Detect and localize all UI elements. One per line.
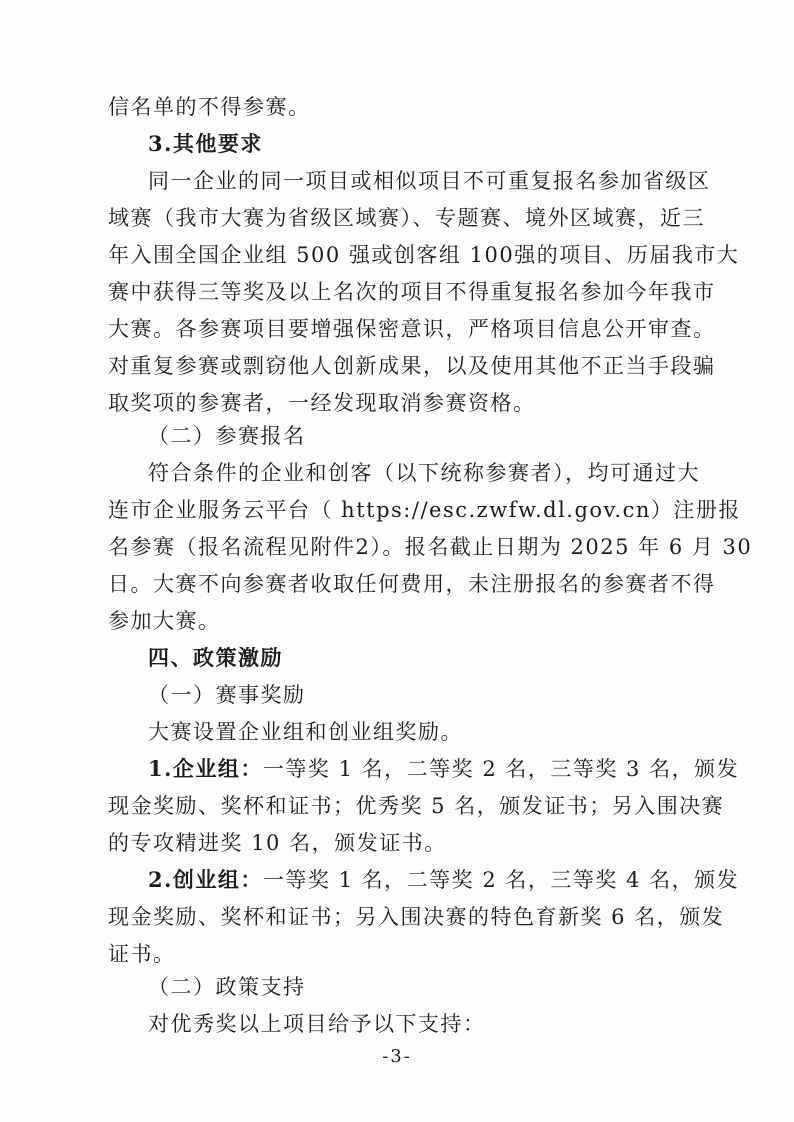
text-line: 对重复参赛或剽窃他人创新成果，以及使用其他不正当手段骗 <box>108 354 716 378</box>
text-line: 对优秀奖以上项目给予以下支持： <box>148 1012 486 1036</box>
page-number: -3- <box>382 1046 412 1067</box>
subsection-heading: （二）参赛报名 <box>148 424 306 448</box>
text-line: 域赛（我市大赛为省级区域赛）、专题赛、境外区域赛，近三 <box>108 206 705 230</box>
subsection-heading: （二）政策支持 <box>148 975 306 999</box>
text-line: 取奖项的参赛者，一经发现取消参赛资格。 <box>108 391 536 415</box>
text-line: 的专攻精进奖 10 名，颁发证书。 <box>108 831 447 855</box>
text-line: 大赛。各参赛项目要增强保密意识，严格项目信息公开审查。 <box>108 317 716 341</box>
text-line: 连市企业服务云平台（ https://esc.zwfw.dl.gov.cn）注册报 <box>108 498 741 522</box>
subsection-heading: （一）赛事奖励 <box>148 683 306 707</box>
item-label: 1.企业组： <box>148 756 263 781</box>
text-line: 赛中获得三等奖及以上名次的项目不得重复报名参加今年我市 <box>108 280 716 304</box>
text-line: 现金奖励、奖杯和证书；另入围决赛的特色育新奖 6 名，颁发 <box>108 905 725 929</box>
text-line: 现金奖励、奖杯和证书；优秀奖 5 名，颁发证书；另入围决赛 <box>108 794 725 818</box>
text-line: 日。大赛不向参赛者收取任何费用，未注册报名的参赛者不得 <box>108 572 716 596</box>
text-line: 信名单的不得参赛。 <box>108 95 311 119</box>
text-line: 名参赛（报名流程见附件2）。报名截止日期为 2025 年 6 月 30 <box>108 535 753 559</box>
text-line: 大赛设置企业组和创业组奖励。 <box>148 720 463 744</box>
text-line <box>148 754 740 784</box>
text-line: 证书。 <box>108 942 176 966</box>
section-heading: 四、政策激励 <box>148 645 283 670</box>
text-line: 年入围全国企业组 500 强或创客组 100强的项目、历届我市大 <box>108 243 740 267</box>
text-line <box>148 865 740 895</box>
item-text: 一等奖 1 名，二等奖 2 名，三等奖 3 名，颁发 <box>262 757 740 781</box>
text-line: 符合条件的企业和创客（以下统称参赛者），均可通过大 <box>148 461 700 485</box>
item-text: 一等奖 1 名，二等奖 2 名，三等奖 4 名，颁发 <box>262 868 740 892</box>
section-heading: 3.其他要求 <box>148 131 263 156</box>
text-line: 参加大赛。 <box>108 609 221 633</box>
text-line: 同一企业的同一项目或相似项目不可重复报名参加省级区 <box>148 169 711 193</box>
item-label: 2.创业组： <box>148 867 263 892</box>
